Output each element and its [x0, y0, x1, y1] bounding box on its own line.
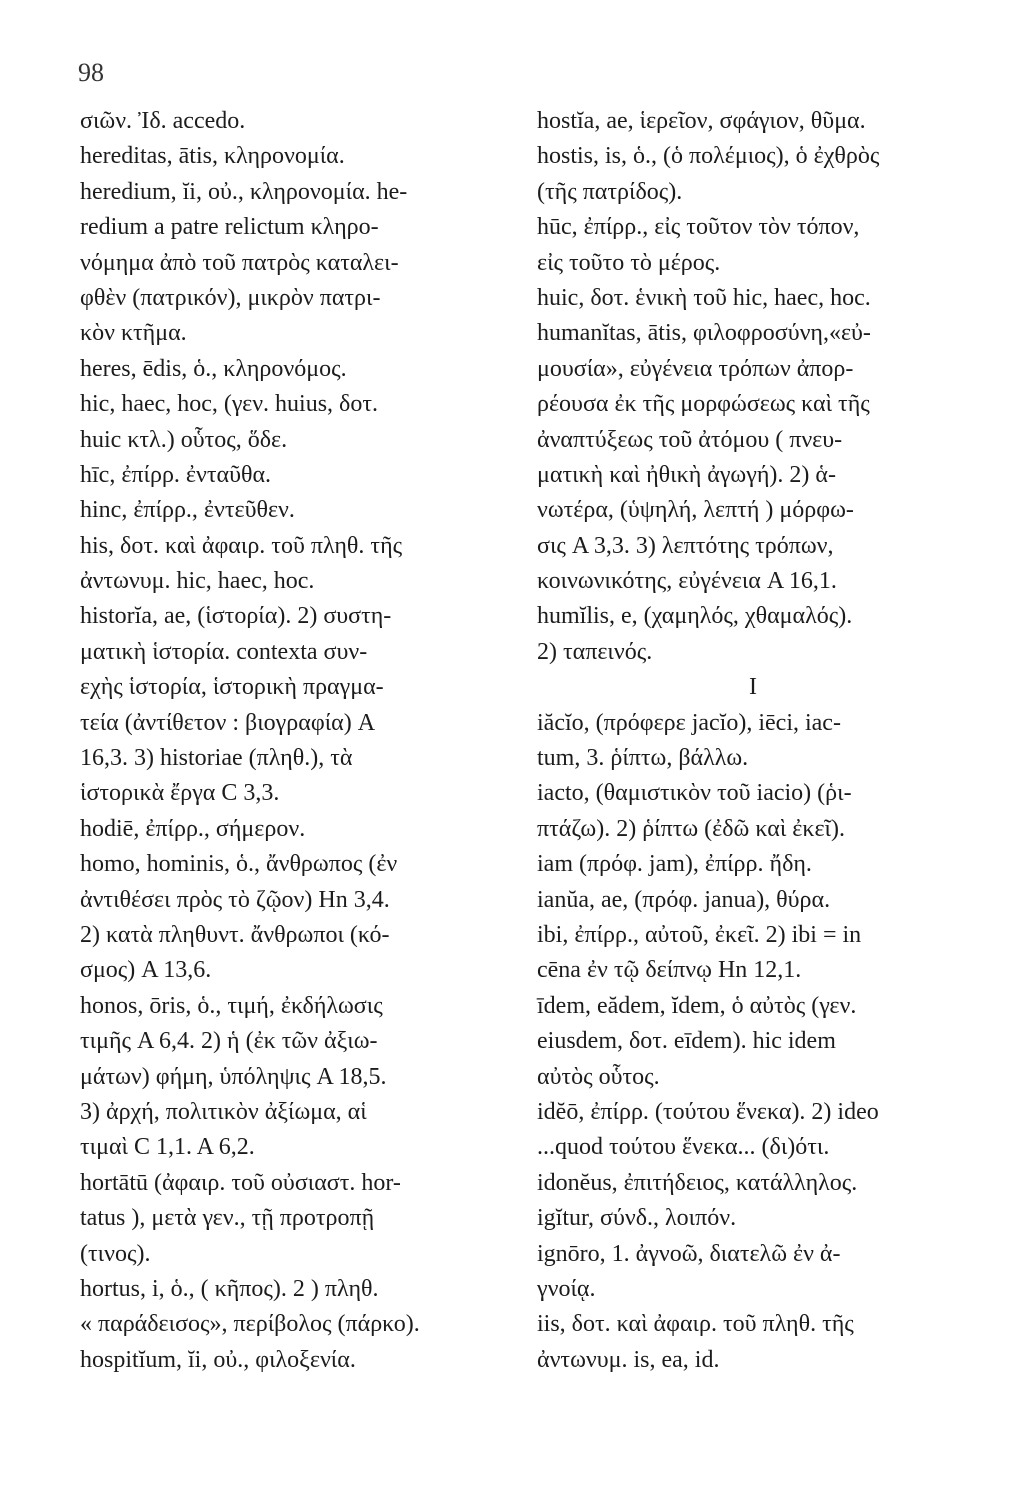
entry-line: αὐτὸς οὗτος. [537, 1063, 660, 1090]
entry-line: μουσία», εὐγένεια τρόπων ἀπορ- [537, 355, 854, 382]
entry-line: ματικὴ καὶ ἠθικὴ ἀγωγή). 2) ἁ- [537, 461, 836, 488]
entry-line: 16,3. 3) historiae (πληθ.), τὰ [80, 745, 353, 772]
entry-line: πτάζω). 2) ῥίπτω (ἐδῶ καὶ ἐκεῖ). [537, 815, 845, 842]
entry-line: tatus ), μετὰ γεν., τῇ προτροπῇ [80, 1205, 375, 1232]
entry-line: τιμαὶ C 1,1. A 6,2. [80, 1134, 255, 1161]
entry-line: 2) ταπεινός. [537, 638, 653, 665]
entry-line: τεία (ἀντίθετον : βιογραφία) A [80, 709, 376, 736]
entry-line: ματικὴ ἱστορία. contexta συν- [80, 638, 368, 665]
entry-line: humanĭtas, ātis, φιλοφροσύνη,«εὐ- [537, 320, 871, 347]
entry-line: 2) κατὰ πληθυντ. ἄνθρωποι (κό- [80, 921, 390, 948]
entry-line: hinc, ἐπίρρ., ἐντεῦθεν. [80, 497, 295, 524]
entry-line: ...quod τούτου ἕνεκα... (δι)ότι. [537, 1134, 830, 1161]
entry-line: (τῆς πατρίδος). [537, 178, 683, 205]
entry-line: hereditas, ātis, κληρονομία. [80, 143, 345, 170]
entry-line: hortus, i, ὁ., ( κῆπος). 2 ) πληθ. [80, 1275, 379, 1302]
entry-line: idĕō, ἐπίρρ. (τούτου ἕνεκα). 2) ideo [537, 1098, 879, 1125]
entry-line: hortātū (ἀφαιρ. τοῦ οὐσιαστ. hor- [80, 1169, 401, 1196]
entry-line: heredium, ĭi, οὐ., κληρονομία. he- [80, 178, 408, 205]
letter-heading: I [749, 674, 757, 701]
entry-line: κὸν κτῆμα. [80, 320, 187, 347]
right-column [537, 104, 969, 1378]
entry-line: igĭtur, σύνδ., λοιπόν. [537, 1205, 737, 1232]
entry-line: huic, δοτ. ἑνικὴ τοῦ hic, haec, hoc. [537, 284, 871, 311]
page-number: 98 [78, 58, 104, 87]
entry-line: ἀναπτύξεως τοῦ ἀτόμου ( πνευ- [537, 426, 843, 453]
entry-line: historĭa, ae, (ἱστορία). 2) συστη- [80, 603, 392, 630]
entry-line: tum, 3. ῥίπτω, βάλλω. [537, 745, 749, 772]
entry-line: hic, haec, hoc, (γεν. huius, δοτ. [80, 391, 379, 418]
entry-line: heres, ēdis, ὁ., κληρονόμος. [80, 355, 347, 382]
entry-line: hūc, ἐπίρρ., εἰς τοῦτον τὸν τόπον, [537, 214, 860, 241]
entry-line: γνοίᾳ. [537, 1275, 596, 1302]
entry-line: ἱστορικὰ ἔργα C 3,3. [80, 780, 280, 807]
entry-line: « παράδεισος», περίβολος (πάρκο). [80, 1311, 420, 1338]
entry-line: hīc, ἐπίρρ. ἐνταῦθα. [80, 461, 272, 488]
entry-line: cēna ἐν τῷ δείπνῳ Hn 12,1. [537, 957, 802, 984]
entry-line: 3) ἀρχή, πολιτικὸν ἀξίωμα, αἱ [80, 1098, 367, 1125]
entry-line: εχὴς ἱστορία, ἱστορικὴ πραγμα- [80, 674, 384, 701]
entry-line: ianŭa, ae, (πρόφ. janua), θύρα. [537, 886, 831, 913]
entry-line: ρέουσα ἐκ τῆς μορφώσεως καὶ τῆς [537, 391, 870, 418]
entry-line: homo, hominis, ὁ., ἄνθρωπος (ἐν [80, 851, 398, 878]
entry-line: ἀντωνυμ. hic, haec, hoc. [80, 568, 315, 595]
entry-line: redium a patre relictum κληρο- [80, 214, 379, 241]
entry-line: σιῶν. Ἰδ. accedo. [80, 108, 246, 134]
entry-line: iacto, (θαμιστικὸν τοῦ iacio) (ῥι- [537, 780, 852, 807]
entry-line: hospitĭum, ĭi, οὐ., φιλοξενία. [80, 1346, 356, 1373]
entry-line: τιμῆς A 6,4. 2) ἡ (ἐκ τῶν ἀξιω- [80, 1028, 378, 1055]
entry-line: ibi, ἐπίρρ., αὐτοῦ, ἐκεῖ. 2) ibi = in [537, 921, 862, 948]
entry-line: εἰς τοῦτο τὸ μέρος. [537, 249, 721, 276]
entry-line: νωτέρα, (ὑψηλή, λεπτή ) μόρφω- [537, 497, 854, 524]
entry-line: humĭlis, e, (χαμηλός, χθαμαλός). [537, 603, 853, 630]
entry-line: huic κτλ.) οὗτος, ὅδε. [80, 426, 288, 453]
entry-line: eiusdem, δοτ. eīdem). hic idem [537, 1028, 836, 1055]
entry-line: his, δοτ. καὶ ἀφαιρ. τοῦ πληθ. τῆς [80, 532, 403, 559]
left-column [80, 104, 512, 1378]
entry-line: νόμημα ἀπὸ τοῦ πατρὸς καταλει- [80, 249, 399, 276]
entry-line: iăcĭo, (πρόφερε jacĭo), iēci, iac- [537, 709, 841, 736]
entry-line: σις A 3,3. 3) λεπτότης τρόπων, [537, 532, 834, 559]
entry-line: ignōro, 1. ἀγνοῶ, διατελῶ ἐν ἀ- [537, 1240, 841, 1267]
entry-line: iam (πρόφ. jam), ἐπίρρ. ἤδη. [537, 851, 812, 878]
entry-line: hostĭa, ae, ἱερεῖον, σφάγιον, θῦμα. [537, 108, 866, 134]
entry-line: iis, δοτ. καὶ ἀφαιρ. τοῦ πληθ. τῆς [537, 1311, 854, 1338]
entry-line: honos, ōris, ὁ., τιμή, ἐκδήλωσις [80, 992, 383, 1019]
entry-line: (τινος). [80, 1240, 151, 1267]
entry-line: hodiē, ἐπίρρ., σήμερον. [80, 815, 306, 842]
entry-line: ἀντιθέσει πρὸς τὸ ζῷον) Hn 3,4. [80, 886, 390, 913]
entry-line: φθὲν (πατρικόν), μικρὸν πατρι- [80, 284, 381, 311]
entry-line: σμος) A 13,6. [80, 957, 212, 984]
entry-line: ἀντωνυμ. is, ea, id. [537, 1346, 720, 1373]
entry-line: μάτων) φήμη, ὑπόληψις A 18,5. [80, 1063, 387, 1090]
entry-line: κοινωνικότης, εὐγένεια A 16,1. [537, 568, 837, 595]
entry-line: hostis, is, ὁ., (ὁ πολέμιος), ὁ ἐχθρὸς [537, 143, 880, 170]
entry-line: idonĕus, ἐπιτήδειος, κατάλληλος. [537, 1169, 858, 1196]
entry-line: īdem, eădem, ĭdem, ὁ αὐτὸς (γεν. [537, 992, 857, 1019]
